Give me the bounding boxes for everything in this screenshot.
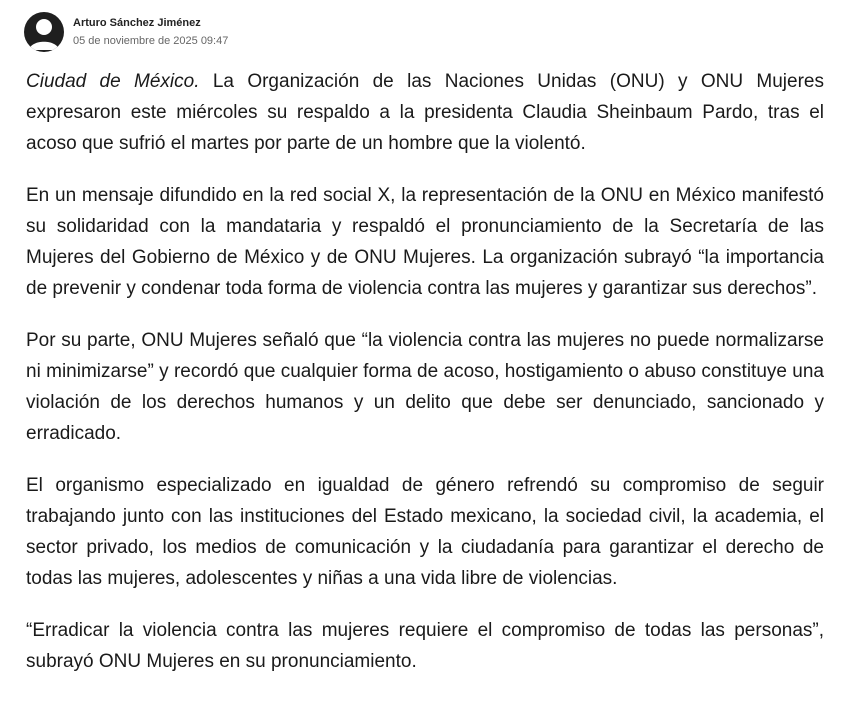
paragraph-5: “Erradicar la violencia contra las mujeres requiere el compromiso de todas las personas”, subrayó ONU Mujeres en su pronunciamiento. <box>26 620 824 672</box>
user-avatar-icon[interactable] <box>24 12 64 52</box>
byline-text <box>73 16 228 48</box>
author-name[interactable]: Arturo Sánchez Jiménez <box>73 17 201 29</box>
paragraph-1 <box>26 66 824 159</box>
paragraph-1-text: La Organización de las Naciones Unidas (ONU) y ONU Mujeres expresaron este miércoles su respaldo a la presidenta Claudia Sheinbaum Pardo, tras el acoso que sufrió el martes por parte de un hombre que la violentó. <box>26 71 824 154</box>
publish-date: 05 de noviembre de 2025 09:47 <box>73 35 229 47</box>
byline <box>24 12 228 52</box>
paragraph-3: Por su parte, ONU Mujeres señaló que “la violencia contra las mujeres no puede normalizarse ni minimizarse” y recordó que cualquier forma de acoso, hostigamiento o abuso constituye una violación de los derechos humanos y un delito que debe ser denunciado, sancionado y erradicado. <box>26 330 824 444</box>
paragraph-2: En un mensaje difundido en la red social X, la representación de la ONU en México manifestó su solidaridad con la mandataria y respaldó el pronunciamiento de la Secretaría de las Mujeres del Gobierno de México y de ONU Mujeres. La organización subrayó “la importancia de prevenir y condenar toda forma de violencia contra las mujeres y garantizar sus derechos”. <box>26 185 824 299</box>
person-icon <box>24 12 64 52</box>
article-body <box>26 66 824 698</box>
dateline-place: Ciudad de México. <box>26 71 200 92</box>
paragraph-4: El organismo especializado en igualdad de género refrendó su compromiso de seguir trabajando junto con las instituciones del Estado mexicano, la sociedad civil, la academia, el sector privado, los medios de comunicación y la ciudadanía para garantizar el derecho de todas las mujeres, adolescentes y niñas a una vida libre de violencias. <box>26 475 824 589</box>
